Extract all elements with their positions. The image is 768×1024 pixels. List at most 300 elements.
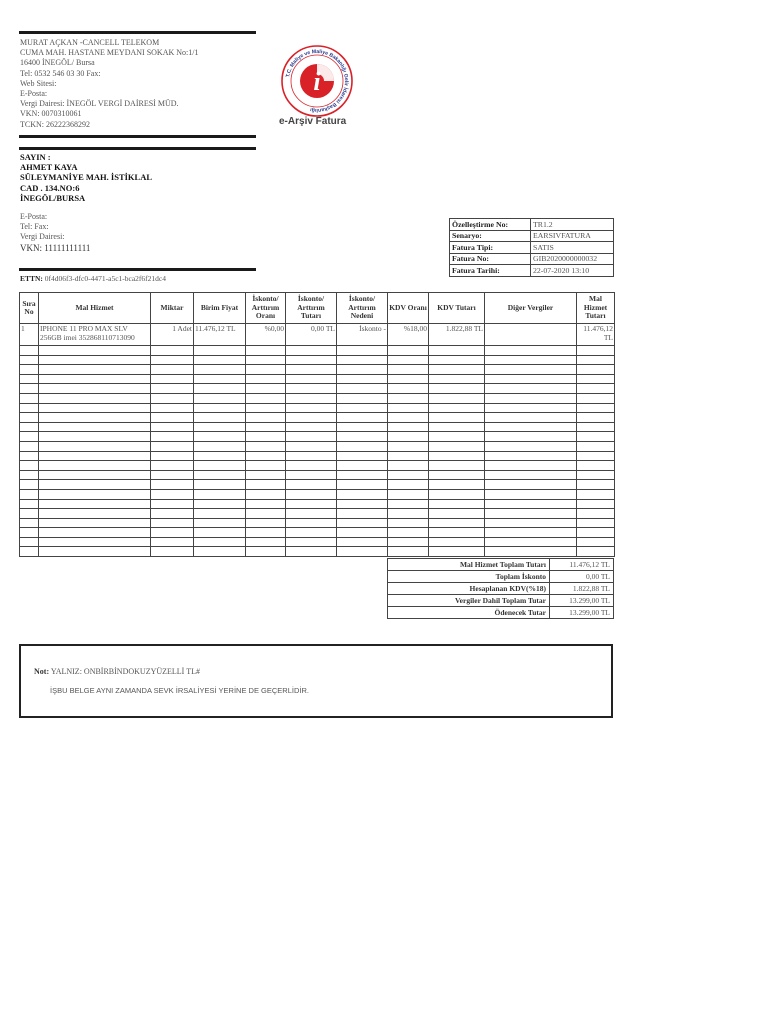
empty-cell [429, 547, 485, 557]
empty-table-row [20, 499, 615, 509]
buyer-tax-office: Vergi Dairesi: [20, 232, 65, 242]
cell-discount-rate: %0,00 [246, 324, 286, 346]
empty-cell [39, 528, 151, 538]
empty-cell [20, 537, 39, 547]
empty-cell [194, 384, 246, 394]
empty-cell [194, 355, 246, 365]
totals-value: 13.299,00 TL [550, 607, 614, 619]
empty-cell [151, 384, 194, 394]
empty-cell [286, 432, 337, 442]
cell-vat-rate: %18,00 [388, 324, 429, 346]
empty-cell [577, 547, 615, 557]
empty-cell [20, 451, 39, 461]
col-header: Mal Hizmet [39, 293, 151, 324]
totals-value: 11.476,12 TL [550, 559, 614, 571]
empty-cell [429, 365, 485, 375]
empty-cell [194, 374, 246, 384]
empty-cell [194, 489, 246, 499]
empty-cell [337, 403, 388, 413]
empty-cell [194, 470, 246, 480]
cell-vat-amount: 1.822,88 TL [429, 324, 485, 346]
empty-cell [485, 547, 577, 557]
empty-cell [246, 528, 286, 538]
cell-unit-price: 11.476,12 TL [194, 324, 246, 346]
empty-cell [39, 355, 151, 365]
empty-cell [194, 441, 246, 451]
empty-cell [286, 470, 337, 480]
totals-table [387, 558, 614, 619]
empty-cell [388, 499, 429, 509]
buyer-line: SÜLEYMANİYE MAH. İSTİKLAL [20, 172, 153, 183]
items-table [19, 292, 615, 557]
empty-cell [20, 374, 39, 384]
note-amount-line [34, 667, 200, 676]
cell-quantity: 1 Adet [151, 324, 194, 346]
empty-cell [286, 537, 337, 547]
empty-cell [194, 422, 246, 432]
empty-cell [20, 509, 39, 519]
empty-table-row [20, 346, 615, 356]
empty-cell [577, 346, 615, 356]
table-row [20, 324, 615, 346]
sender-line: Tel: 0532 546 03 30 Fax: [20, 68, 101, 78]
cell-discount-reason: İskonto - [337, 324, 388, 346]
empty-cell [577, 509, 615, 519]
empty-cell [577, 528, 615, 538]
empty-cell [151, 528, 194, 538]
buyer-line: İNEGÖL/BURSA [20, 192, 86, 203]
note-label: Not: [34, 667, 50, 676]
empty-cell [151, 489, 194, 499]
empty-table-row [20, 374, 615, 384]
empty-cell [151, 393, 194, 403]
empty-cell [388, 384, 429, 394]
empty-cell [577, 413, 615, 423]
empty-cell [246, 393, 286, 403]
empty-cell [39, 547, 151, 557]
empty-cell [337, 509, 388, 519]
empty-cell [286, 509, 337, 519]
totals-key: Ödenecek Tutar [388, 607, 550, 619]
empty-table-row [20, 518, 615, 528]
empty-cell [39, 461, 151, 471]
empty-cell [20, 518, 39, 528]
empty-cell [246, 461, 286, 471]
empty-cell [429, 374, 485, 384]
empty-table-row [20, 537, 615, 547]
empty-cell [20, 355, 39, 365]
empty-cell [429, 346, 485, 356]
empty-cell [388, 413, 429, 423]
empty-cell [286, 403, 337, 413]
empty-cell [286, 461, 337, 471]
empty-cell [39, 384, 151, 394]
empty-cell [39, 480, 151, 490]
ettn-line [20, 274, 166, 283]
buyer-line: AHMET KAYA [20, 162, 78, 173]
empty-cell [388, 365, 429, 375]
empty-table-row [20, 528, 615, 538]
totals-value: 13.299,00 TL [550, 595, 614, 607]
empty-cell [429, 499, 485, 509]
logo-ring-text: T.C. Maliye ve Maliye Bakanlığı Gelir İdaresi Başkanlığı [285, 48, 350, 114]
empty-cell [286, 384, 337, 394]
empty-cell [151, 451, 194, 461]
empty-cell [388, 489, 429, 499]
note-waybill-text: İŞBU BELGE AYNI ZAMANDA SEVK İRSALİYESİ YERİNE DE GEÇERLİDİR. [50, 686, 309, 695]
empty-cell [20, 393, 39, 403]
empty-cell [577, 365, 615, 375]
col-header: KDV Oranı [388, 293, 429, 324]
empty-cell [429, 413, 485, 423]
empty-cell [388, 461, 429, 471]
empty-cell [286, 355, 337, 365]
empty-cell [388, 355, 429, 365]
empty-cell [286, 346, 337, 356]
empty-cell [151, 518, 194, 528]
empty-cell [39, 346, 151, 356]
empty-cell [337, 499, 388, 509]
empty-cell [246, 441, 286, 451]
empty-cell [286, 489, 337, 499]
empty-cell [39, 413, 151, 423]
empty-cell [20, 470, 39, 480]
empty-cell [286, 374, 337, 384]
empty-table-row [20, 384, 615, 394]
empty-cell [246, 403, 286, 413]
empty-cell [151, 499, 194, 509]
gib-logo-icon [280, 44, 354, 118]
sender-line: Web Sitesi: [20, 78, 57, 88]
empty-table-row [20, 480, 615, 490]
empty-cell [485, 528, 577, 538]
sender-line: 16400 İNEGÖL/ Bursa [20, 58, 95, 68]
cell-line-total: 11.476,12 TL [577, 324, 615, 346]
empty-cell [246, 451, 286, 461]
empty-cell [577, 432, 615, 442]
empty-cell [388, 470, 429, 480]
empty-cell [577, 451, 615, 461]
empty-cell [246, 355, 286, 365]
empty-cell [388, 346, 429, 356]
empty-cell [151, 547, 194, 557]
empty-cell [286, 413, 337, 423]
empty-cell [246, 384, 286, 394]
empty-table-row [20, 509, 615, 519]
empty-cell [151, 403, 194, 413]
empty-table-row [20, 365, 615, 375]
empty-cell [485, 499, 577, 509]
col-header: Miktar [151, 293, 194, 324]
empty-cell [286, 547, 337, 557]
empty-cell [20, 365, 39, 375]
empty-cell [337, 365, 388, 375]
cell-discount-amount: 0,00 TL [286, 324, 337, 346]
empty-cell [337, 422, 388, 432]
col-header: Sıra No [20, 293, 39, 324]
empty-cell [337, 346, 388, 356]
empty-cell [194, 346, 246, 356]
empty-cell [151, 432, 194, 442]
empty-table-row [20, 393, 615, 403]
empty-cell [337, 547, 388, 557]
empty-cell [286, 422, 337, 432]
empty-cell [388, 422, 429, 432]
empty-cell [246, 346, 286, 356]
empty-table-row [20, 451, 615, 461]
logo-letter: i [313, 67, 321, 96]
empty-cell [388, 403, 429, 413]
meta-value: EARSIVFATURA [531, 230, 614, 242]
empty-cell [388, 528, 429, 538]
totals-value: 0,00 TL [550, 571, 614, 583]
cell-item-name: IPHONE 11 PRO MAX SLV 256GB imei 352868110713090 [39, 324, 151, 346]
empty-cell [286, 393, 337, 403]
col-header: İskonto/ Arttırım Tutarı [286, 293, 337, 324]
empty-cell [39, 441, 151, 451]
empty-cell [39, 509, 151, 519]
empty-cell [485, 470, 577, 480]
empty-cell [577, 470, 615, 480]
empty-cell [429, 441, 485, 451]
empty-cell [246, 518, 286, 528]
meta-key: Özelleştirme No: [450, 219, 531, 231]
empty-cell [246, 432, 286, 442]
empty-cell [286, 499, 337, 509]
empty-table-row [20, 461, 615, 471]
empty-cell [39, 470, 151, 480]
empty-cell [246, 537, 286, 547]
empty-cell [485, 451, 577, 461]
empty-cell [429, 393, 485, 403]
empty-cell [194, 518, 246, 528]
empty-cell [194, 537, 246, 547]
empty-cell [485, 422, 577, 432]
empty-cell [20, 432, 39, 442]
empty-cell [194, 451, 246, 461]
empty-cell [20, 499, 39, 509]
empty-table-row [20, 441, 615, 451]
empty-cell [337, 384, 388, 394]
totals-row [388, 607, 614, 619]
empty-cell [429, 403, 485, 413]
empty-cell [20, 547, 39, 557]
empty-cell [485, 346, 577, 356]
buyer-contact [20, 212, 90, 253]
empty-cell [20, 461, 39, 471]
meta-row [450, 253, 614, 265]
empty-cell [39, 432, 151, 442]
empty-cell [388, 451, 429, 461]
empty-cell [194, 528, 246, 538]
empty-cell [485, 480, 577, 490]
empty-cell [485, 393, 577, 403]
empty-cell [577, 537, 615, 547]
ettn-label: ETTN: [20, 274, 43, 283]
empty-cell [194, 403, 246, 413]
invoice-meta-table [449, 218, 614, 277]
empty-cell [337, 432, 388, 442]
empty-cell [151, 480, 194, 490]
col-header: İskonto/ Arttırım Nedeni [337, 293, 388, 324]
empty-cell [337, 470, 388, 480]
meta-value: TR1.2 [531, 219, 614, 231]
empty-cell [485, 403, 577, 413]
empty-cell [485, 432, 577, 442]
empty-cell [246, 509, 286, 519]
empty-cell [577, 518, 615, 528]
empty-cell [337, 451, 388, 461]
buyer-bottom-rule [19, 147, 256, 150]
empty-table-row [20, 413, 615, 423]
empty-cell [39, 537, 151, 547]
empty-cell [337, 413, 388, 423]
empty-cell [388, 432, 429, 442]
empty-cell [151, 355, 194, 365]
empty-cell [20, 480, 39, 490]
empty-cell [39, 518, 151, 528]
buyer-line: CAD . 134.NO:6 [20, 182, 80, 193]
empty-cell [151, 422, 194, 432]
empty-table-row [20, 547, 615, 557]
empty-cell [388, 441, 429, 451]
empty-cell [151, 537, 194, 547]
empty-cell [337, 393, 388, 403]
empty-cell [194, 432, 246, 442]
empty-cell [39, 374, 151, 384]
empty-cell [485, 461, 577, 471]
empty-cell [429, 384, 485, 394]
empty-cell [429, 528, 485, 538]
empty-cell [194, 365, 246, 375]
empty-cell [388, 480, 429, 490]
empty-table-row [20, 470, 615, 480]
totals-key: Mal Hizmet Toplam Tutarı [388, 559, 550, 571]
empty-cell [286, 528, 337, 538]
empty-cell [20, 441, 39, 451]
empty-cell [286, 441, 337, 451]
cell-other-taxes [485, 324, 577, 346]
empty-cell [246, 547, 286, 557]
empty-cell [20, 489, 39, 499]
sender-line: CUMA MAH. HASTANE MEYDANI SOKAK No:1/1 [20, 48, 199, 58]
col-header: Mal Hizmet Tutarı [577, 293, 615, 324]
empty-cell [337, 441, 388, 451]
empty-cell [485, 374, 577, 384]
empty-cell [194, 461, 246, 471]
empty-cell [577, 480, 615, 490]
buyer-block [20, 152, 152, 203]
empty-cell [577, 374, 615, 384]
empty-cell [388, 518, 429, 528]
note-box [19, 644, 613, 718]
totals-row [388, 583, 614, 595]
ettn-value: 0f4d06f3-dfc0-4471-a5c1-bca2f6f21dc4 [44, 274, 166, 283]
meta-key: Fatura No: [450, 253, 531, 265]
empty-cell [194, 547, 246, 557]
empty-cell [577, 403, 615, 413]
totals-key: Vergiler Dahil Toplam Tutar [388, 595, 550, 607]
empty-cell [429, 509, 485, 519]
totals-row [388, 559, 614, 571]
sender-bottom-rule [19, 135, 256, 138]
empty-table-row [20, 422, 615, 432]
empty-cell [286, 451, 337, 461]
empty-cell [485, 518, 577, 528]
empty-cell [194, 393, 246, 403]
empty-cell [577, 489, 615, 499]
totals-row [388, 595, 614, 607]
empty-cell [388, 509, 429, 519]
empty-cell [151, 441, 194, 451]
meta-row [450, 230, 614, 242]
empty-cell [337, 518, 388, 528]
empty-cell [246, 413, 286, 423]
empty-cell [577, 461, 615, 471]
totals-value: 1.822,88 TL [550, 583, 614, 595]
empty-cell [577, 393, 615, 403]
empty-cell [577, 441, 615, 451]
empty-cell [577, 384, 615, 394]
empty-cell [429, 537, 485, 547]
empty-cell [577, 355, 615, 365]
empty-cell [337, 489, 388, 499]
empty-cell [485, 509, 577, 519]
empty-cell [246, 480, 286, 490]
document-title: e-Arşiv Fatura [279, 116, 347, 127]
meta-row [450, 219, 614, 231]
buyer-tel: Tel: Fax: [20, 222, 49, 232]
buyer-line: SAYIN : [20, 152, 51, 162]
meta-row [450, 242, 614, 254]
empty-cell [429, 422, 485, 432]
empty-cell [388, 537, 429, 547]
empty-cell [286, 365, 337, 375]
empty-cell [39, 365, 151, 375]
totals-row [388, 571, 614, 583]
empty-cell [337, 374, 388, 384]
empty-cell [485, 413, 577, 423]
empty-cell [20, 384, 39, 394]
empty-cell [429, 451, 485, 461]
meta-key: Fatura Tarihi: [450, 265, 531, 277]
empty-cell [388, 393, 429, 403]
empty-cell [39, 451, 151, 461]
empty-cell [429, 518, 485, 528]
empty-table-row [20, 489, 615, 499]
cell-row-no: 1 [20, 324, 39, 346]
empty-cell [286, 518, 337, 528]
empty-cell [246, 499, 286, 509]
empty-cell [337, 461, 388, 471]
empty-cell [246, 489, 286, 499]
col-header: KDV Tutarı [429, 293, 485, 324]
empty-cell [151, 470, 194, 480]
empty-cell [20, 422, 39, 432]
empty-cell [246, 470, 286, 480]
empty-cell [151, 413, 194, 423]
empty-table-row [20, 403, 615, 413]
empty-cell [39, 499, 151, 509]
empty-cell [485, 355, 577, 365]
empty-cell [485, 441, 577, 451]
empty-cell [429, 480, 485, 490]
empty-cell [20, 346, 39, 356]
empty-cell [39, 489, 151, 499]
empty-table-row [20, 355, 615, 365]
empty-cell [151, 374, 194, 384]
totals-key: Toplam İskonto [388, 571, 550, 583]
